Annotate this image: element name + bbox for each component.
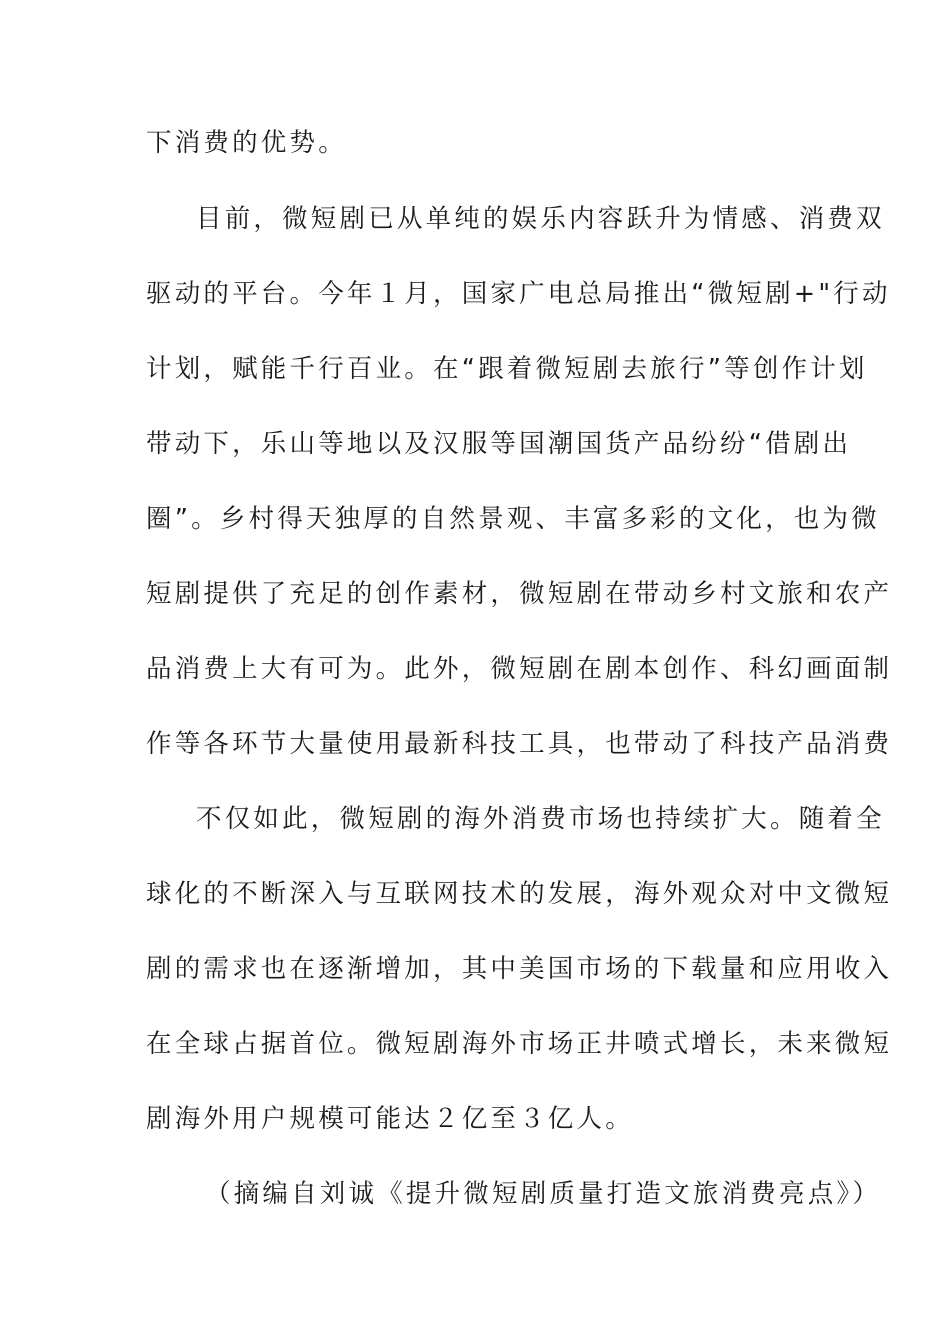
text-line: 圈”。乡村得天独厚的自然景观、丰富多彩的文化，也为微 — [146, 504, 880, 534]
text-line: 目前，微短剧已从单纯的娱乐内容跃升为情感、消费双 — [196, 204, 885, 234]
text-line: 计划，赋能千行百业。在“跟着微短剧去旅行”等创作计划 — [146, 354, 868, 384]
text-line: 短剧提供了充足的创作素材，微短剧在带动乡村文旅和农产 — [146, 579, 893, 609]
citation: （摘编自刘诚《提升微短剧质量打造文旅消费亮点》） — [205, 1179, 882, 1209]
text-line: 品消费上大有可为。此外，微短剧在剧本创作、科幻画面制 — [146, 654, 893, 684]
text-line: 不仅如此，微短剧的海外消费市场也持续扩大。随着全 — [196, 804, 885, 834]
text-line: 带动下，乐山等地以及汉服等国潮国货产品纷纷“借剧出 — [146, 429, 852, 459]
text-line: 下消费的优势。 — [146, 128, 347, 158]
text-line: 剧海外用户规模可能达２亿至３亿人。 — [146, 1104, 634, 1134]
text-line: 作等各环节大量使用最新科技工具，也带动了科技产品消费 — [146, 729, 893, 759]
text-line: 驱动的平台。今年１月，国家广电总局推出“微短剧+"行动 — [146, 279, 891, 309]
text-line: 在全球占据首位。微短剧海外市场正井喷式增长，未来微短 — [146, 1029, 893, 1059]
text-line: 剧的需求也在逐渐增加，其中美国市场的下载量和应用收入 — [146, 954, 893, 984]
text-line: 球化的不断深入与互联网技术的发展，海外观众对中文微短 — [146, 879, 893, 909]
